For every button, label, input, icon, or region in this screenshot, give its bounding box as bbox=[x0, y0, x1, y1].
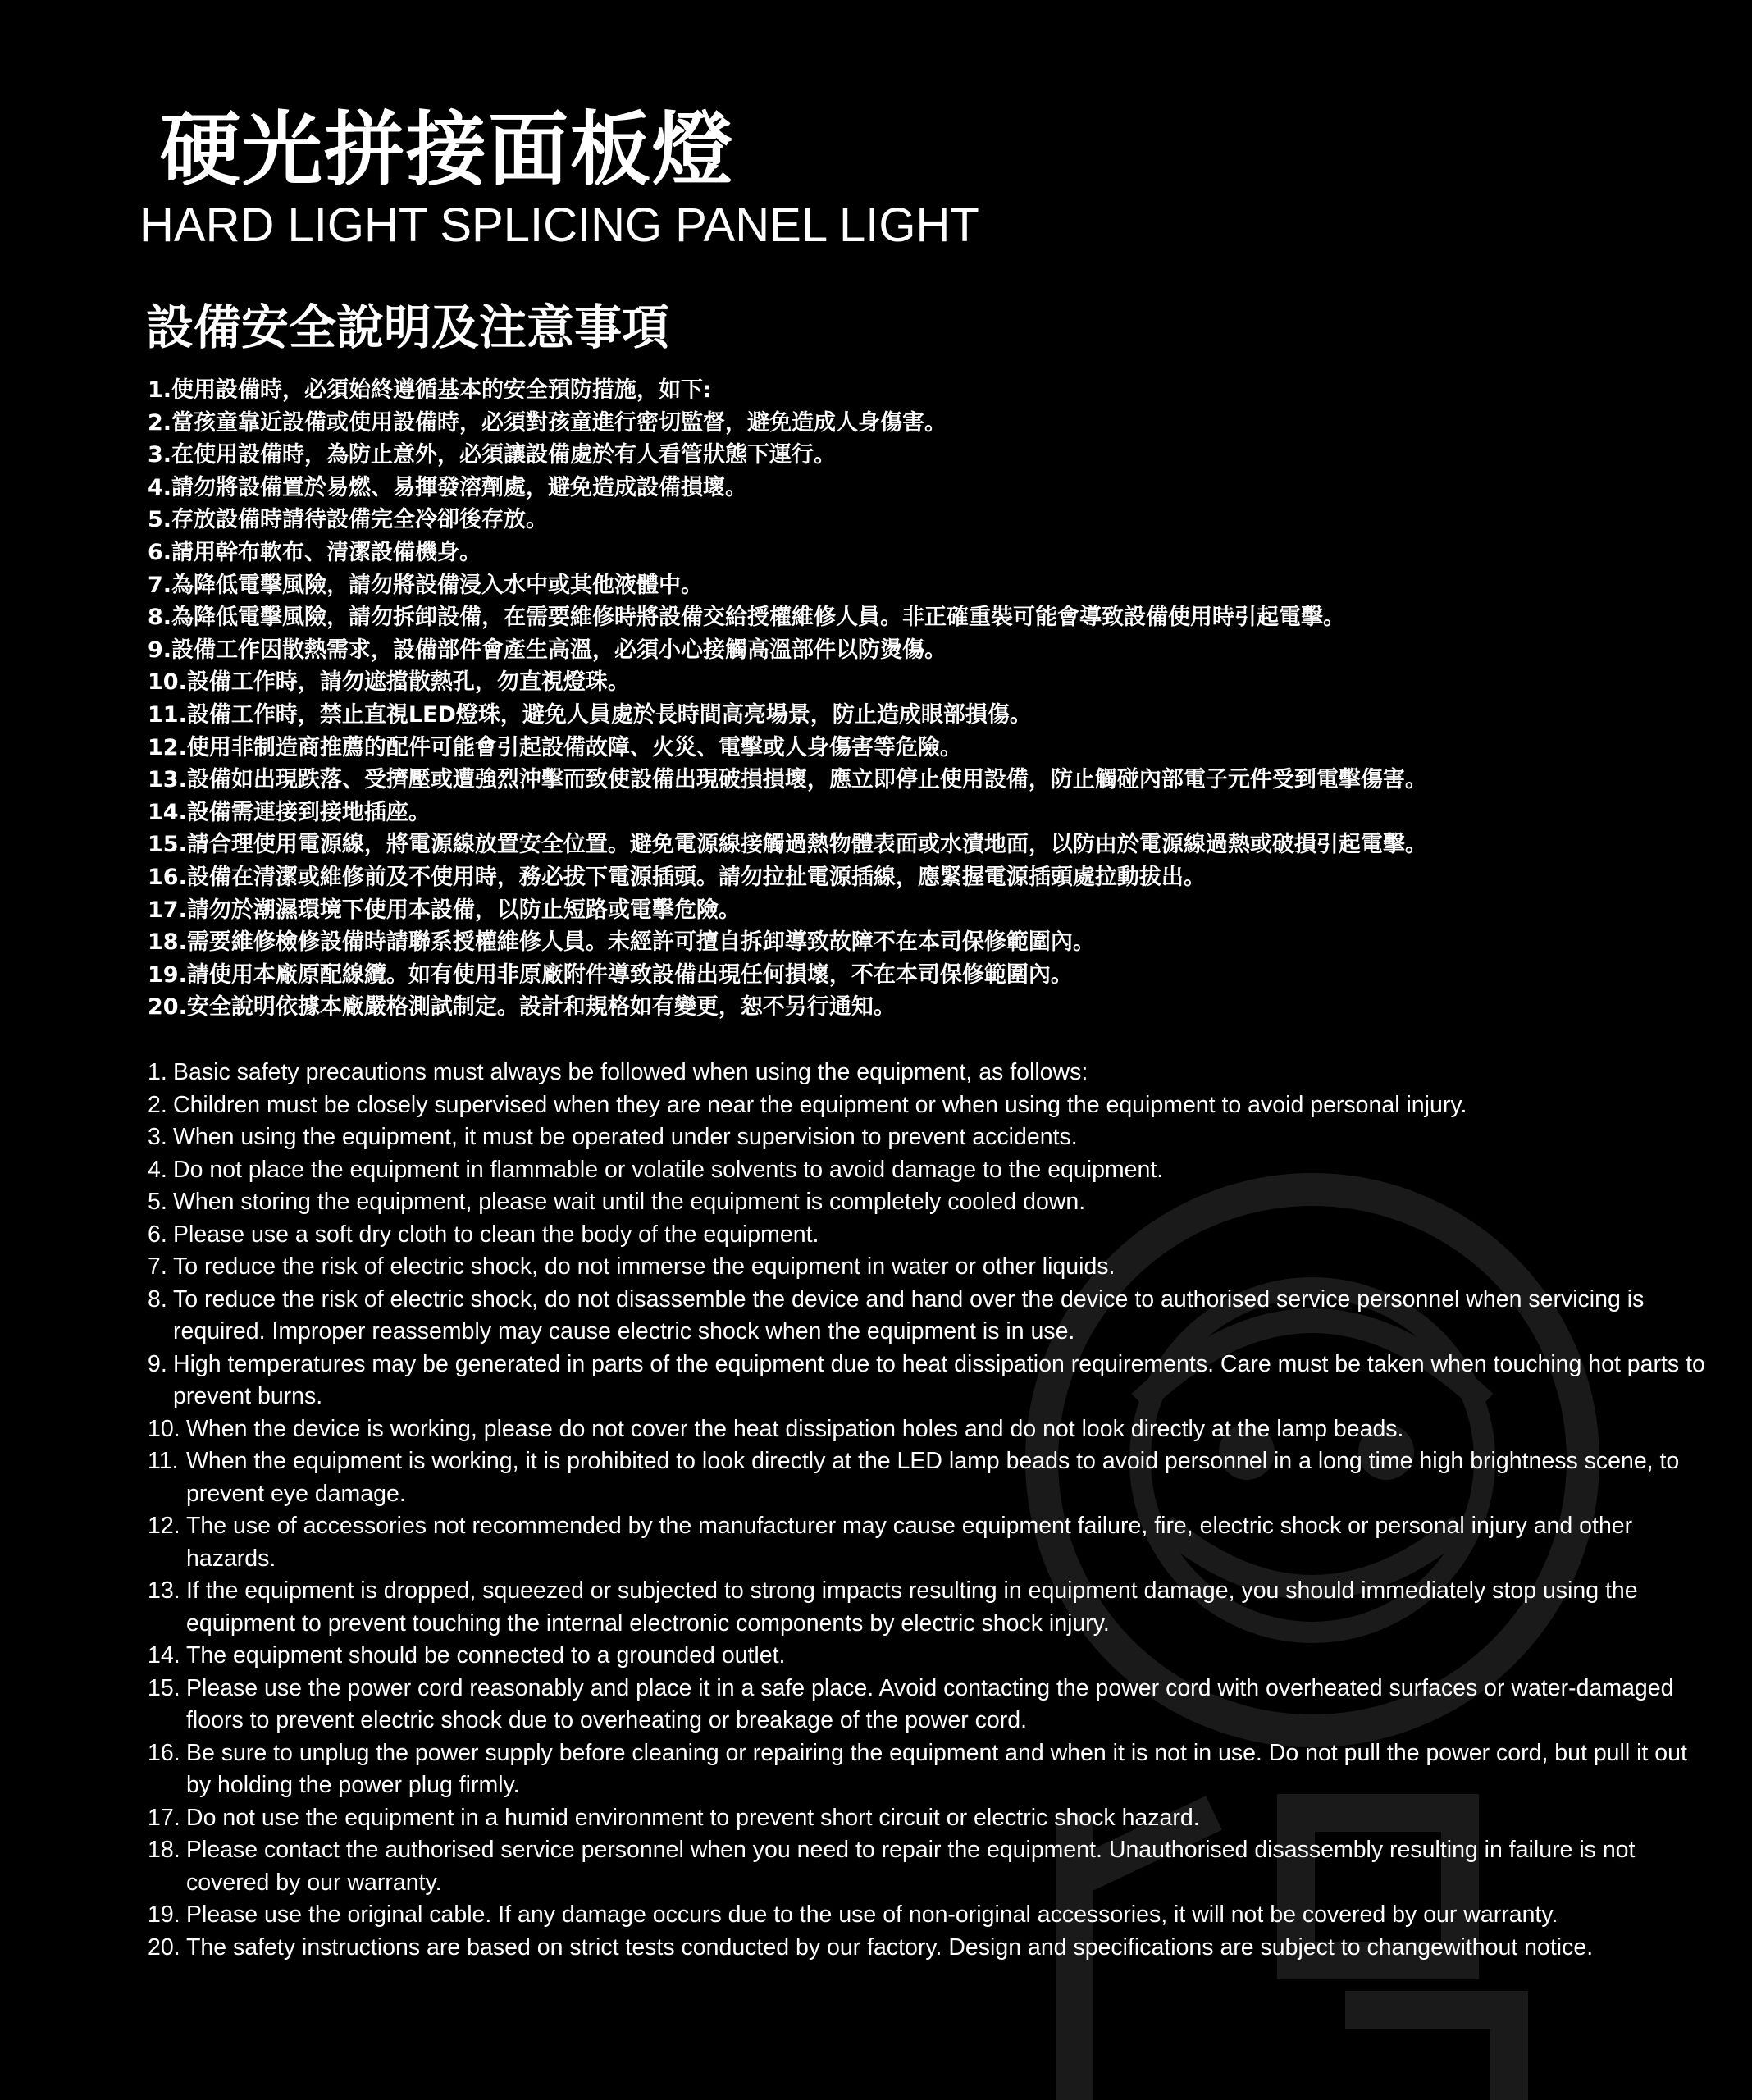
item-number: 15. bbox=[148, 1674, 180, 1701]
list-item: 15.請合理使用電源線，將電源線放置安全位置。避免電源線接觸過熱物體表面或水漬地面，以防由於電源線過熱或破損引起電擊。 bbox=[148, 832, 1427, 858]
item-number: 7. bbox=[148, 1253, 167, 1280]
item-number: 10. bbox=[148, 1415, 180, 1442]
list-item bbox=[148, 1575, 1706, 1640]
item-number: 5. bbox=[148, 1189, 167, 1215]
item-text: The safety instructions are based on strict tests conducted by our factory. Design and specifications are subject to changewithout notice. bbox=[186, 1933, 1594, 1961]
list-item: 2.當孩童靠近設備或使用設備時，必須對孩童進行密切監督，避免造成人身傷害。 bbox=[148, 409, 947, 436]
list-item bbox=[148, 1899, 1706, 1932]
item-text: Be sure to unplug the power supply before cleaning or repairing the equipment and when it is not in use. Do not pull the power cord, but pull it out by holding the power plug firmly. bbox=[186, 1739, 1687, 1798]
list-item: 13.設備如出現跌落、受擠壓或遭強烈沖擊而致使設備出現破損損壞，應立即停止使用設備，防止觸碰內部電子元件受到電擊傷害。 bbox=[148, 767, 1427, 793]
safety-list-chinese bbox=[148, 374, 1706, 1024]
item-number: 2. bbox=[148, 1091, 167, 1118]
item-number: 20. bbox=[148, 1933, 180, 1961]
list-item bbox=[148, 1089, 1706, 1122]
item-text: To reduce the risk of electric shock, do not disassemble the device and hand over the device to authorised service personnel when servicing is required. Improper reassembly may cause electric shock when the equipment is in use. bbox=[173, 1285, 1645, 1344]
list-item: 16.設備在清潔或維修前及不使用時，務必拔下電源插頭。請勿拉扯電源插線，應緊握電源插頭處拉動拔出。 bbox=[148, 864, 1206, 890]
item-text: Children must be closely supervised when they are near the equipment or when using the equipment to avoid personal injury. bbox=[173, 1091, 1467, 1118]
item-text: When the equipment is working, it is prohibited to look directly at the LED lamp beads to avoid personnel in a long time high brightness scene, to prevent eye damage. bbox=[186, 1448, 1680, 1507]
item-text: To reduce the risk of electric shock, do not immerse the equipment in water or other liquids. bbox=[173, 1253, 1116, 1280]
list-item: 7.為降低電擊風險，請勿將設備浸入水中或其他液體中。 bbox=[148, 572, 704, 598]
item-text: Please use the power cord reasonably and place it in a safe place. Avoid contacting the power cord with overheated surfaces or water-damaged floors to prevent electric shock due to overheating or breakage of the power cord. bbox=[186, 1674, 1674, 1733]
safety-list-english bbox=[148, 1057, 1706, 1964]
list-item: 9.設備工作因散熱需求，設備部件會產生高溫，必須小心接觸高溫部件以防燙傷。 bbox=[148, 637, 947, 663]
item-number: 17. bbox=[148, 1804, 180, 1831]
item-text: The use of accessories not recommended by the manufacturer may cause equipment failure, fire, electric shock or personal injury and other hazards. bbox=[186, 1513, 1633, 1572]
item-number: 8. bbox=[148, 1285, 167, 1312]
list-item: 17.請勿於潮濕環境下使用本設備，以防止短路或電擊危險。 bbox=[148, 897, 741, 923]
list-item: 8.為降低電擊風險，請勿拆卸設備，在需要維修時將設備交給授權維修人員。非正確重裝可能會導致設備使用時引起電擊。 bbox=[148, 605, 1346, 631]
item-number: 19. bbox=[148, 1901, 180, 1928]
item-text: When storing the equipment, please wait until the equipment is completely cooled down. bbox=[173, 1189, 1086, 1215]
item-number: 11. bbox=[148, 1448, 179, 1474]
list-item: 3.在使用設備時，為防止意外，必須讓設備處於有人看管狀態下運行。 bbox=[148, 442, 837, 468]
item-number: 12. bbox=[148, 1513, 180, 1539]
item-number: 18. bbox=[148, 1837, 180, 1863]
list-item: 19.請使用本廠原配線纜。如有使用非原廠附件導致設備出現任何損壞，不在本司保修範圍內。 bbox=[148, 961, 1073, 988]
list-item: 20.安全說明依據本廠嚴格測試制定。設計和規格如有變更，恕不另行通知。 bbox=[148, 994, 896, 1020]
list-item bbox=[148, 1673, 1706, 1737]
title-english: HARD LIGHT SPLICING PANEL LIGHT bbox=[139, 199, 979, 252]
list-item bbox=[148, 1510, 1706, 1575]
list-item bbox=[148, 1737, 1706, 1802]
item-text: Please contact the authorised service personnel when you need to repair the equipment. Unauthorised disassembly resulting in failure is not covered by our warranty. bbox=[186, 1837, 1636, 1896]
list-item bbox=[148, 1445, 1706, 1510]
list-item bbox=[148, 1219, 1706, 1252]
list-item: 14.設備需連接到接地插座。 bbox=[148, 799, 431, 825]
title-chinese: 硬光拼接面板燈 bbox=[160, 103, 735, 197]
list-item: 18.需要維修檢修設備時請聯系授權維修人員。未經許可擅自拆卸導致故障不在本司保修範圍內。 bbox=[148, 929, 1095, 956]
item-text: The equipment should be connected to a grounded outlet. bbox=[186, 1642, 786, 1669]
item-text: Basic safety precautions must always be followed when using the equipment, as follows: bbox=[173, 1059, 1088, 1085]
item-number: 13. bbox=[148, 1577, 180, 1604]
item-number: 6. bbox=[148, 1221, 167, 1248]
item-number: 4. bbox=[148, 1156, 167, 1183]
item-number: 14. bbox=[148, 1642, 180, 1669]
list-item bbox=[148, 1284, 1706, 1349]
section-title: 設備安全說明及注意事項 bbox=[146, 299, 670, 355]
item-text: Do not use the equipment in a humid environment to prevent short circuit or electric shock hazard. bbox=[186, 1804, 1200, 1831]
list-item bbox=[148, 1154, 1706, 1187]
item-number: 16. bbox=[148, 1739, 180, 1766]
list-item: 1.使用設備時，必須始終遵循基本的安全預防措施，如下: bbox=[148, 377, 712, 403]
list-item bbox=[148, 1251, 1706, 1284]
list-item: 11.設備工作時，禁止直視LED燈珠，避免人員處於長時間高亮場景，防止造成眼部損傷。 bbox=[148, 701, 1032, 728]
item-number: 3. bbox=[148, 1124, 167, 1150]
list-item bbox=[148, 1413, 1706, 1446]
list-item bbox=[148, 1057, 1706, 1089]
list-item: 10.設備工作時，請勿遮擋散熱孔，勿直視燈珠。 bbox=[148, 669, 630, 696]
item-text: Please use a soft dry cloth to clean the body of the equipment. bbox=[173, 1221, 819, 1248]
list-item bbox=[148, 1349, 1706, 1413]
item-number: 9. bbox=[148, 1350, 167, 1377]
item-text: High temperatures may be generated in parts of the equipment due to heat dissipation requirements. Care must be taken when touching hot parts to prevent burns. bbox=[173, 1350, 1705, 1409]
list-item bbox=[148, 1640, 1706, 1673]
item-text: If the equipment is dropped, squeezed or subjected to strong impacts resulting in equipment damage, you should immediately stop using the equipment to prevent touching the internal electronic components by electric shock injury. bbox=[186, 1577, 1638, 1637]
list-item: 6.請用幹布軟布、清潔設備機身。 bbox=[148, 539, 482, 565]
list-item bbox=[148, 1121, 1706, 1154]
item-text: When the device is working, please do not cover the heat dissipation holes and do not look directly at the lamp beads. bbox=[186, 1415, 1404, 1442]
item-number: 1. bbox=[148, 1059, 167, 1085]
list-item bbox=[148, 1186, 1706, 1219]
item-text: When using the equipment, it must be operated under supervision to prevent accidents. bbox=[173, 1124, 1078, 1150]
list-item bbox=[148, 1932, 1706, 1965]
list-item: 12.使用非制造商推薦的配件可能會引起設備故障、火災、電擊或人身傷害等危險。 bbox=[148, 734, 962, 760]
list-item: 5.存放設備時請待設備完全冷卻後存放。 bbox=[148, 507, 549, 533]
item-text: Please use the original cable. If any damage occurs due to the use of non-original accessories, it will not be covered by our warranty. bbox=[186, 1901, 1558, 1928]
item-text: Do not place the equipment in flammable or volatile solvents to avoid damage to the equipment. bbox=[173, 1156, 1164, 1183]
list-item: 4.請勿將設備置於易燃、易揮發溶劑處，避免造成設備損壞。 bbox=[148, 474, 748, 500]
list-item bbox=[148, 1834, 1706, 1899]
list-item bbox=[148, 1802, 1706, 1835]
